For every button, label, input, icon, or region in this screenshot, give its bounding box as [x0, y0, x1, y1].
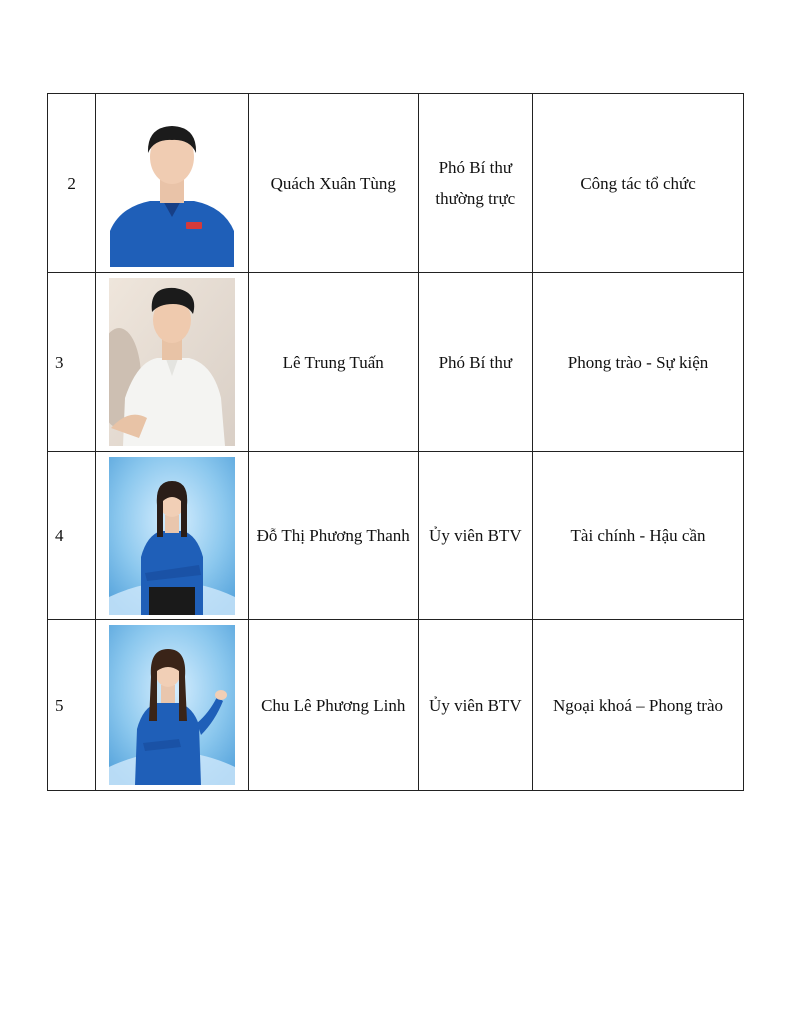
member-table [47, 93, 744, 791]
row-number: 4 [48, 452, 96, 620]
member-photo [109, 625, 235, 785]
row-number: 2 [48, 94, 96, 273]
member-duty: Phong trào - Sự kiện [533, 273, 744, 452]
member-photo [109, 457, 235, 615]
table-row [48, 620, 744, 791]
table-row [48, 273, 744, 452]
table-row [48, 94, 744, 273]
photo-cell [96, 273, 249, 452]
member-duty: Tài chính - Hậu cần [533, 452, 744, 620]
row-number: 3 [48, 273, 96, 452]
photo-cell [96, 620, 249, 791]
member-duty: Ngoại khoá – Phong trào [533, 620, 744, 791]
photo-cell [96, 452, 249, 620]
member-duty: Công tác tổ chức [533, 94, 744, 273]
member-name: Chu Lê Phương Linh [248, 620, 418, 791]
member-position: Phó Bí thư thường trực [418, 94, 532, 273]
member-position: Ủy viên BTV [418, 620, 532, 791]
row-number: 5 [48, 620, 96, 791]
table-row [48, 452, 744, 620]
member-position: Ủy viên BTV [418, 452, 532, 620]
member-name: Đỗ Thị Phương Thanh [248, 452, 418, 620]
member-position: Phó Bí thư [418, 273, 532, 452]
member-photo [110, 99, 234, 267]
photo-cell [96, 94, 249, 273]
member-photo [109, 278, 235, 446]
member-name: Lê Trung Tuấn [248, 273, 418, 452]
member-name: Quách Xuân Tùng [248, 94, 418, 273]
